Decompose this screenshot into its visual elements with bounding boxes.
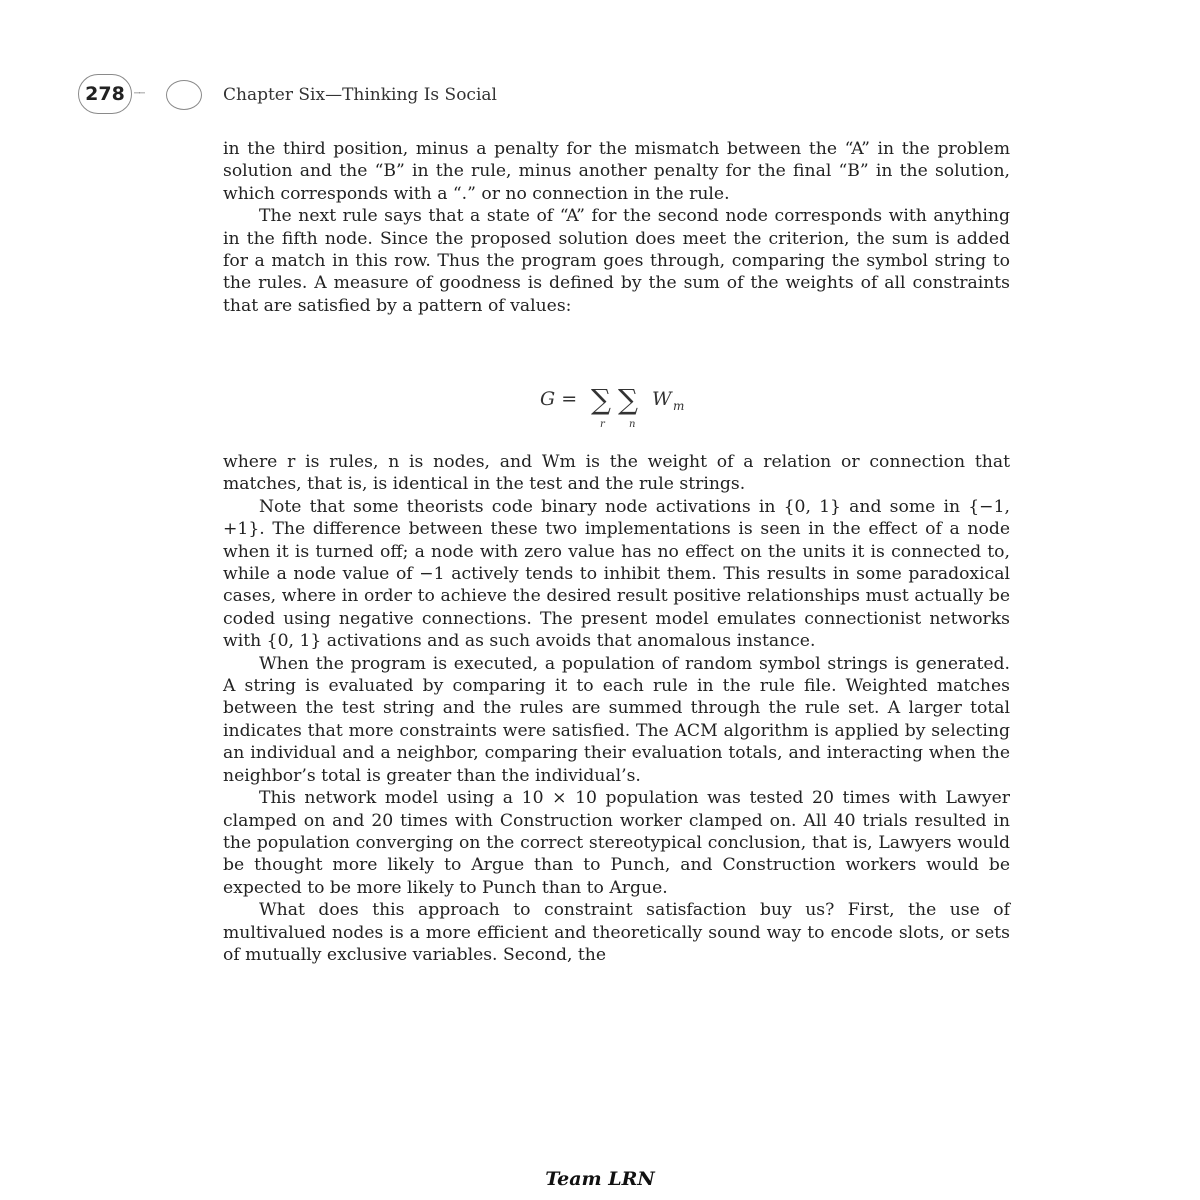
text-block-before-equation	[223, 138, 1010, 317]
paragraph: where r is rules, n is nodes, and Wm is the weight of a relation or connection that matches, that is, is identical in the test and the rule strings.	[223, 452, 1010, 495]
weight-symbol: W	[652, 388, 672, 410]
footer-credit: Team LRN	[545, 1168, 655, 1190]
paragraph: The next rule says that a state of “A” for the second node corresponds with anything in the fifth node. Since the proposed solution does meet the criterion, the sum is added for a match in this row. Thus the program goes through, comparing the symbol string to the rules. A measure of goodness is defined by the sum of the weights of all constraints that are satisfied by a pattern of values:	[223, 206, 1010, 316]
paragraph: This network model using a 10 × 10 population was tested 20 times with Lawyer clamped on and 20 times with Construction worker clamped on. All 40 trials resulted in the population converging on the correct stereotypical conclusion, that is, Lawyers would be thought more likely to Argue than to Punch, and Construction workers would be expected to be more likely to Punch than to Argue.	[223, 788, 1010, 898]
page-number-badge	[78, 74, 132, 114]
sigma-subscript-r: r	[600, 419, 605, 430]
paragraph: What does this approach to constraint satisfaction buy us? First, the use of multivalued nodes is a more efficient and theoretically sound way to encode slots, or sets of mutually exclusive variables. Second, the	[223, 900, 1010, 965]
page-number: 278	[85, 83, 125, 105]
badge-circle-ornament	[166, 80, 202, 110]
badge-dots-ornament: ⋯⋯	[134, 88, 145, 99]
sigma-subscript-n: n	[629, 419, 636, 430]
running-head: Chapter Six—Thinking Is Social	[223, 85, 497, 105]
text-block-after-equation	[223, 451, 1010, 966]
paragraph: in the third position, minus a penalty for the mismatch between the “A” in the problem solution and the “B” in the rule, minus another penalty for the final “B” in the solution, which corresponds with a “.” or no connection in the rule.	[223, 139, 1010, 204]
paragraph: Note that some theorists code binary node activations in {0, 1} and some in {−1, +1}. The difference between these two implementations is seen in the effect of a node when it is turned off; a node with zero value has no effect on the units it is connected to, while a node value of −1 actively tends to inhibit them. This results in some paradoxical cases, where in order to achieve the desired result positive relationships must actually be coded using negative connections. The present model emulates connectionist networks with {0, 1} activations and as such avoids that anomalous instance.	[223, 496, 1010, 652]
equation	[538, 383, 718, 433]
sigma-symbol-nodes: ∑	[618, 383, 638, 416]
sigma-symbol-rules: ∑	[591, 383, 611, 416]
equation-lhs: G =	[540, 388, 578, 410]
weight-subscript: m	[673, 399, 685, 413]
paragraph: When the program is executed, a population of random symbol strings is generated. A string is evaluated by comparing it to each rule in the rule file. Weighted matches between the test string and the rules are summed through the rule set. A larger total indicates that more constraints were satisfied. The ACM algorithm is applied by selecting an individual and a neighbor, comparing their evaluation totals, and interacting when the neighbor’s total is greater than the individual’s.	[223, 653, 1010, 786]
